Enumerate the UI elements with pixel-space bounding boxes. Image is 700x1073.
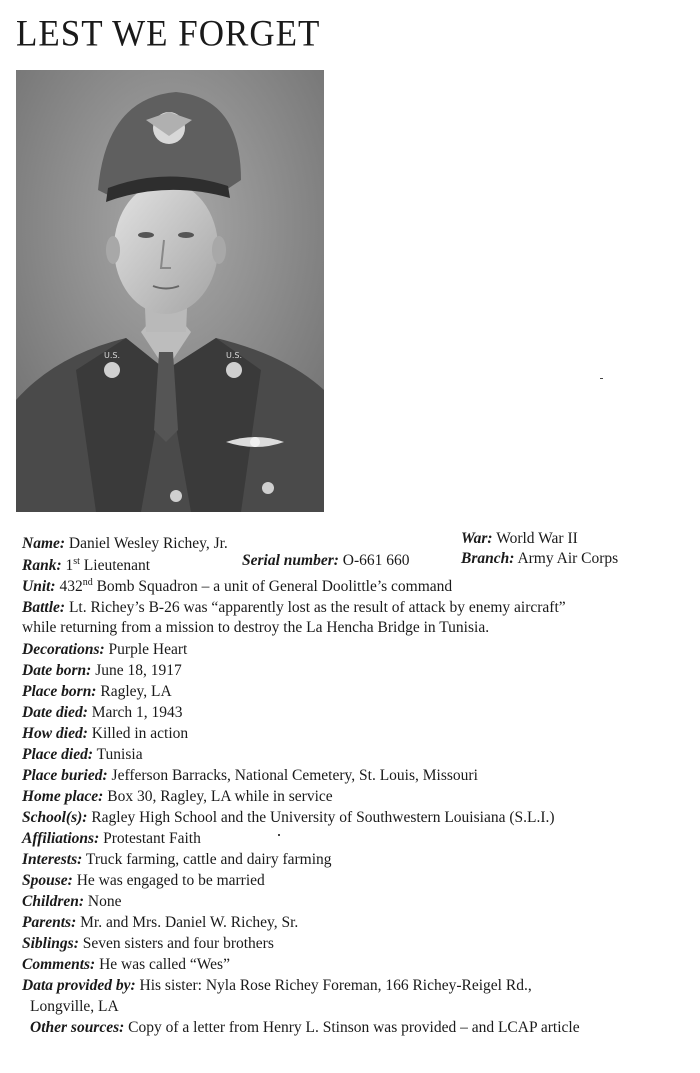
unit-label: Unit: — [22, 578, 56, 595]
how-died-row — [22, 724, 188, 744]
parents-label: Parents: — [22, 914, 77, 931]
affiliations-value: Protestant Faith — [103, 830, 201, 847]
spouse-label: Spouse: — [22, 872, 73, 889]
branch-row — [461, 549, 618, 569]
date-born-value: June 18, 1917 — [95, 662, 182, 679]
page-title: LEST WE FORGET — [16, 13, 321, 54]
provided-label: Data provided by: — [22, 977, 136, 994]
schools-row — [22, 808, 555, 828]
home-place-label: Home place: — [22, 788, 104, 805]
place-born-value: Ragley, LA — [100, 683, 172, 700]
rank-row — [22, 556, 150, 576]
date-died-label: Date died: — [22, 704, 88, 721]
rank-value: 1st Lieutenant — [65, 555, 151, 574]
place-born-label: Place born: — [22, 683, 97, 700]
parents-row — [22, 913, 298, 933]
siblings-value: Seven sisters and four brothers — [82, 935, 274, 952]
comments-row — [22, 955, 230, 975]
decorations-row — [22, 640, 187, 660]
interests-label: Interests: — [22, 851, 83, 868]
interests-row — [22, 850, 332, 870]
place-buried-row — [22, 766, 478, 786]
war-label: War: — [461, 530, 493, 547]
schools-value: Ragley High School and the University of Southwestern Louisiana (S.L.I.) — [91, 809, 555, 826]
affiliations-row — [22, 829, 201, 849]
portrait-image — [16, 70, 324, 512]
name-label: Name: — [22, 535, 66, 552]
siblings-row — [22, 934, 274, 954]
affiliations-label: Affiliations: — [22, 830, 100, 847]
svg-text:U.S.: U.S. — [104, 351, 121, 360]
decorations-label: Decorations: — [22, 641, 105, 658]
date-died-row — [22, 703, 183, 723]
branch-label: Branch: — [461, 550, 515, 567]
place-died-label: Place died: — [22, 746, 94, 763]
svg-text:U.S.: U.S. — [226, 351, 243, 360]
children-label: Children: — [22, 893, 85, 910]
battle-label: Battle: — [22, 599, 66, 616]
children-value: None — [87, 893, 122, 910]
place-buried-value: Jefferson Barracks, National Cemetery, St. Louis, Missouri — [111, 767, 478, 784]
home-place-value: Box 30, Ragley, LA while in service — [107, 788, 333, 805]
siblings-label: Siblings: — [22, 935, 79, 952]
name-row — [22, 534, 228, 554]
serial-value: O-661 660 — [342, 552, 410, 569]
unit-row — [22, 577, 452, 597]
rank-label: Rank: — [22, 557, 62, 574]
children-row — [22, 892, 121, 912]
home-place-row — [22, 787, 333, 807]
place-died-row — [22, 745, 143, 765]
how-died-label: How died: — [22, 725, 88, 742]
sources-label: Other sources: — [30, 1019, 125, 1036]
comments-value: He was called “Wes” — [99, 956, 230, 973]
war-value: World War II — [496, 530, 578, 547]
sources-row — [30, 1018, 580, 1038]
date-died-value: March 1, 1943 — [91, 704, 183, 721]
spouse-value: He was engaged to be married — [76, 872, 265, 889]
war-row — [461, 529, 578, 549]
serial-label: Serial number: — [242, 552, 339, 569]
provided-value-line2: Longville, LA — [30, 998, 119, 1015]
place-buried-label: Place buried: — [22, 767, 108, 784]
parents-value: Mr. and Mrs. Daniel W. Richey, Sr. — [80, 914, 299, 931]
branch-value: Army Air Corps — [517, 550, 619, 567]
place-died-value: Tunisia — [96, 746, 143, 763]
soldier-portrait-photo — [16, 70, 324, 512]
spouse-row — [22, 871, 265, 891]
schools-label: School(s): — [22, 809, 88, 826]
scan-speck — [600, 378, 603, 379]
unit-value: 432nd Bomb Squadron – a unit of General Doolittle’s command — [59, 576, 453, 595]
battle-value-line2: while returning from a mission to destroy the La Hencha Bridge in Tunisia. — [22, 619, 490, 636]
provided-value-line1: His sister: Nyla Rose Richey Foreman, 166 Richey-Reigel Rd., — [139, 977, 532, 994]
place-born-row — [22, 682, 172, 702]
comments-label: Comments: — [22, 956, 96, 973]
battle-row — [22, 598, 566, 618]
scan-speck — [278, 834, 280, 836]
provided-row — [22, 976, 532, 996]
how-died-value: Killed in action — [91, 725, 189, 742]
date-born-label: Date born: — [22, 662, 92, 679]
name-value: Daniel Wesley Richey, Jr. — [68, 535, 228, 552]
date-born-row — [22, 661, 182, 681]
decorations-value: Purple Heart — [108, 641, 188, 658]
sources-value: Copy of a letter from Henry L. Stinson was provided – and LCAP article — [128, 1019, 580, 1036]
battle-value-line1: Lt. Richey’s B-26 was “apparently lost as the result of attack by enemy aircraft” — [68, 599, 566, 616]
serial-row — [242, 551, 410, 571]
interests-value: Truck farming, cattle and dairy farming — [85, 851, 332, 868]
